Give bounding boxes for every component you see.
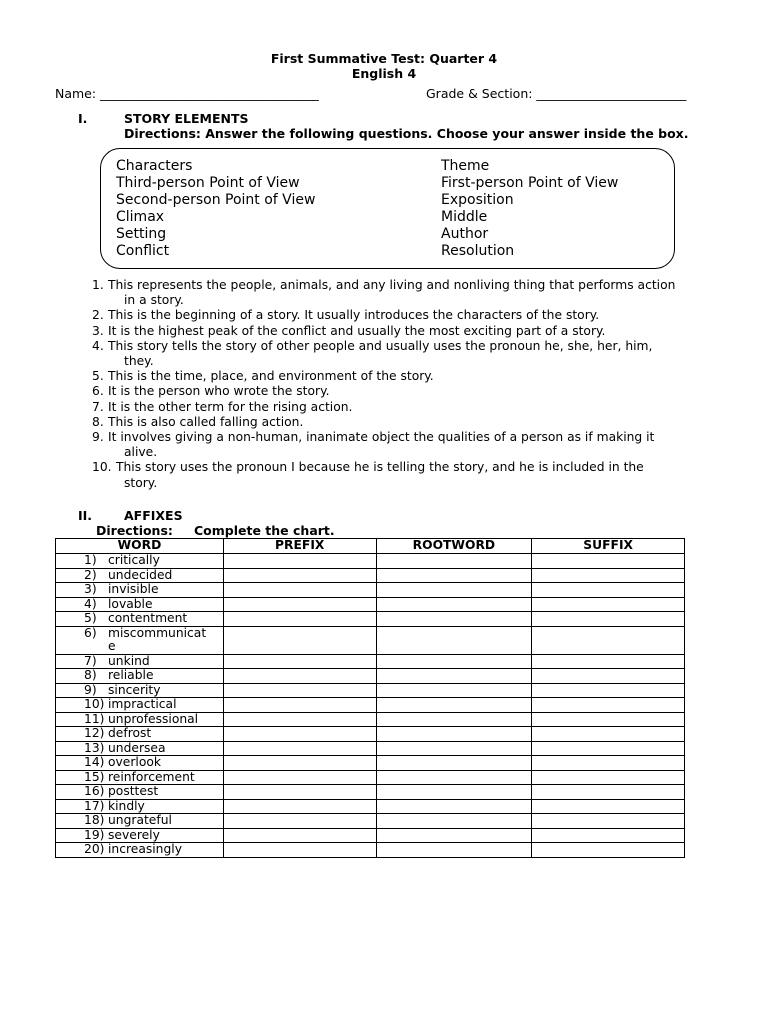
rootword-cell[interactable] <box>376 583 532 598</box>
prefix-cell[interactable] <box>223 756 376 771</box>
word-cell <box>56 828 224 843</box>
chart-header-row <box>56 539 685 554</box>
table-row <box>56 698 685 713</box>
table-row <box>56 785 685 800</box>
rootword-cell[interactable] <box>376 568 532 583</box>
suffix-cell[interactable] <box>532 626 685 654</box>
prefix-cell[interactable] <box>223 654 376 669</box>
word-cell <box>56 597 224 612</box>
prefix-cell[interactable] <box>223 712 376 727</box>
part2-directions-label: Directions: <box>96 523 173 538</box>
question-number: 1. <box>92 278 104 292</box>
affixes-chart <box>55 538 685 858</box>
row-number: 7) <box>84 653 97 668</box>
part1-heading: STORY ELEMENTS <box>124 111 249 126</box>
choice-item: Exposition <box>441 192 514 208</box>
choices-right-column <box>441 158 618 260</box>
question-text: This story tells the story of other people and usually uses the pronoun he, she, her, him, <box>108 338 653 353</box>
chart-body <box>56 554 685 858</box>
suffix-cell[interactable] <box>532 770 685 785</box>
word-text: lovable <box>108 596 153 611</box>
question-number: 4. <box>92 338 104 353</box>
suffix-cell[interactable] <box>532 828 685 843</box>
prefix-cell[interactable] <box>223 698 376 713</box>
word-text: reinforcement <box>108 769 195 784</box>
row-number: 3) <box>84 582 97 596</box>
choice-item: Author <box>441 226 489 242</box>
rootword-cell[interactable] <box>376 698 532 713</box>
row-number: 6) <box>84 625 97 640</box>
word-cell <box>56 568 224 583</box>
question-item <box>92 308 712 323</box>
row-number: 10) <box>84 697 105 711</box>
prefix-cell[interactable] <box>223 554 376 569</box>
rootword-cell[interactable] <box>376 626 532 654</box>
part2-heading: AFFIXES <box>124 508 183 523</box>
prefix-cell[interactable] <box>223 770 376 785</box>
word-text: undersea <box>108 740 166 755</box>
page-title: First Summative Test: Quarter 4 <box>270 51 498 66</box>
table-row <box>56 683 685 698</box>
suffix-cell[interactable] <box>532 727 685 742</box>
choice-item: Second-person Point of View <box>116 192 316 208</box>
word-text: overlook <box>108 755 162 769</box>
row-number: 16) <box>84 784 105 798</box>
prefix-cell[interactable] <box>223 568 376 583</box>
word-text: impractical <box>108 697 177 711</box>
word-text: kindly <box>108 798 145 813</box>
table-row <box>56 612 685 627</box>
row-number: 17) <box>84 798 105 813</box>
rootword-cell[interactable] <box>376 785 532 800</box>
question-number: 9. <box>92 430 104 445</box>
word-text: sincerity <box>108 682 161 697</box>
choice-item: Conflict <box>116 243 170 259</box>
rootword-cell[interactable] <box>376 727 532 742</box>
subject-title: English 4 <box>351 66 417 81</box>
suffix-cell[interactable] <box>532 597 685 612</box>
choice-item: Characters <box>116 158 193 174</box>
question-number: 6. <box>92 384 104 399</box>
part2-numeral: II. <box>78 508 93 523</box>
suffix-cell[interactable] <box>532 741 685 756</box>
prefix-cell[interactable] <box>223 814 376 829</box>
word-cell <box>56 626 224 654</box>
table-row <box>56 669 685 684</box>
word-text: invisible <box>108 582 159 596</box>
question-text: It involves giving a non-human, inanimate object the qualities of a person as if making it <box>108 430 655 445</box>
suffix-cell[interactable] <box>532 654 685 669</box>
column-header-suffix: SUFFIX <box>532 539 685 554</box>
suffix-cell[interactable] <box>532 712 685 727</box>
suffix-cell[interactable] <box>532 683 685 698</box>
row-number: 20) <box>84 842 105 856</box>
word-cell <box>56 727 224 742</box>
choices-left-column <box>116 158 315 260</box>
word-cell <box>56 583 224 598</box>
choice-item: Resolution <box>441 243 515 259</box>
question-text: This is the time, place, and environment of the story. <box>108 369 434 384</box>
suffix-cell[interactable] <box>532 785 685 800</box>
word-cell <box>56 843 224 858</box>
question-number: 10. <box>92 460 112 475</box>
word-cell <box>56 741 224 756</box>
word-cell <box>56 669 224 684</box>
suffix-cell[interactable] <box>532 612 685 627</box>
question-number: 7. <box>92 399 104 414</box>
row-number: 11) <box>84 711 105 726</box>
question-continuation: in a story. <box>124 293 184 308</box>
suffix-cell[interactable] <box>532 669 685 684</box>
rootword-cell[interactable] <box>376 712 532 727</box>
question-text: This story uses the pronoun I because he is telling the story, and he is included in the <box>116 460 644 475</box>
word-cell <box>56 799 224 814</box>
table-row <box>56 843 685 858</box>
rootword-cell[interactable] <box>376 843 532 858</box>
word-text: severely <box>108 827 160 842</box>
word-text: unkind <box>108 653 150 668</box>
word-text: increasingly <box>108 842 182 856</box>
table-row <box>56 727 685 742</box>
table-row <box>56 828 685 843</box>
suffix-cell[interactable] <box>532 568 685 583</box>
question-item <box>92 278 712 308</box>
word-cell <box>56 554 224 569</box>
table-row <box>56 741 685 756</box>
question-list <box>92 278 712 491</box>
question-number: 3. <box>92 323 104 338</box>
column-header-word: WORD <box>56 539 224 554</box>
question-item <box>92 384 712 399</box>
word-text: undecided <box>108 567 173 582</box>
word-text: miscommunicate <box>108 625 207 653</box>
choice-item: Third-person Point of View <box>116 175 300 191</box>
row-number: 13) <box>84 740 105 755</box>
row-number: 15) <box>84 769 105 784</box>
word-text: reliable <box>108 668 154 682</box>
suffix-cell[interactable] <box>532 698 685 713</box>
suffix-cell[interactable] <box>532 554 685 569</box>
rootword-cell[interactable] <box>376 814 532 829</box>
table-row <box>56 568 685 583</box>
prefix-cell[interactable] <box>223 626 376 654</box>
word-text: defrost <box>108 726 152 740</box>
prefix-cell[interactable] <box>223 785 376 800</box>
word-cell <box>56 785 224 800</box>
question-text: It is the other term for the rising action. <box>108 399 353 414</box>
row-number: 12) <box>84 726 105 740</box>
prefix-cell[interactable] <box>223 669 376 684</box>
rootword-cell[interactable] <box>376 669 532 684</box>
rootword-cell[interactable] <box>376 756 532 771</box>
rootword-cell[interactable] <box>376 554 532 569</box>
prefix-cell[interactable] <box>223 799 376 814</box>
question-item <box>92 400 712 415</box>
question-number: 5. <box>92 369 104 384</box>
row-number: 14) <box>84 755 105 769</box>
table-row <box>56 654 685 669</box>
suffix-cell[interactable] <box>532 843 685 858</box>
question-continuation: story. <box>124 475 158 490</box>
row-number: 1) <box>84 553 97 567</box>
question-item <box>92 430 712 460</box>
table-row <box>56 799 685 814</box>
prefix-cell[interactable] <box>223 727 376 742</box>
question-item <box>92 460 712 490</box>
row-number: 9) <box>84 682 97 697</box>
table-row <box>56 626 685 654</box>
prefix-cell[interactable] <box>223 683 376 698</box>
table-row <box>56 554 685 569</box>
question-text: This represents the people, animals, and any living and nonliving thing that performs action <box>108 278 676 292</box>
part1-directions: Directions: Answer the following questions. Choose your answer inside the box. <box>124 126 689 141</box>
rootword-cell[interactable] <box>376 828 532 843</box>
word-text: contentment <box>108 611 188 625</box>
grade-section-field[interactable]: Grade & Section: ________________________ <box>426 86 687 101</box>
rootword-cell[interactable] <box>376 612 532 627</box>
row-number: 4) <box>84 596 97 611</box>
question-continuation: alive. <box>124 445 158 460</box>
question-item <box>92 324 712 339</box>
suffix-cell[interactable] <box>532 756 685 771</box>
prefix-cell[interactable] <box>223 828 376 843</box>
word-cell <box>56 712 224 727</box>
table-row <box>56 583 685 598</box>
question-text: It is the person who wrote the story. <box>108 384 330 399</box>
question-text: This is the beginning of a story. It usually introduces the characters of the story. <box>108 308 600 323</box>
question-item <box>92 415 712 430</box>
question-item <box>92 369 712 384</box>
word-cell <box>56 698 224 713</box>
rootword-cell[interactable] <box>376 683 532 698</box>
question-text: This is also called falling action. <box>108 414 304 429</box>
column-header-prefix: PREFIX <box>223 539 376 554</box>
rootword-cell[interactable] <box>376 770 532 785</box>
question-text: It is the highest peak of the conflict and usually the most exciting part of a story. <box>108 323 606 338</box>
name-field[interactable]: Name: ___________________________________ <box>55 86 319 101</box>
word-cell <box>56 612 224 627</box>
word-text: posttest <box>108 784 159 798</box>
word-cell <box>56 770 224 785</box>
part2-directions-text: Complete the chart. <box>194 523 335 538</box>
question-item <box>92 339 712 369</box>
word-text: unprofessional <box>108 711 199 726</box>
rootword-cell[interactable] <box>376 654 532 669</box>
choice-item: First-person Point of View <box>441 175 619 191</box>
suffix-cell[interactable] <box>532 814 685 829</box>
question-number: 8. <box>92 414 104 429</box>
rootword-cell[interactable] <box>376 597 532 612</box>
table-row <box>56 770 685 785</box>
word-cell <box>56 683 224 698</box>
choice-item: Climax <box>116 209 165 225</box>
prefix-cell[interactable] <box>223 597 376 612</box>
part1-numeral: I. <box>78 111 88 126</box>
word-cell <box>56 654 224 669</box>
answer-choices-box <box>100 148 675 269</box>
row-number: 5) <box>84 611 97 625</box>
word-text: ungrateful <box>108 813 172 827</box>
word-cell <box>56 814 224 829</box>
table-row <box>56 756 685 771</box>
prefix-cell[interactable] <box>223 741 376 756</box>
row-number: 18) <box>84 813 105 827</box>
prefix-cell[interactable] <box>223 612 376 627</box>
table-row <box>56 597 685 612</box>
suffix-cell[interactable] <box>532 583 685 598</box>
table-row <box>56 712 685 727</box>
suffix-cell[interactable] <box>532 799 685 814</box>
prefix-cell[interactable] <box>223 843 376 858</box>
question-continuation: they. <box>124 354 154 369</box>
question-number: 2. <box>92 308 104 323</box>
choice-item: Middle <box>441 209 488 225</box>
choice-item: Theme <box>441 158 490 174</box>
choice-item: Setting <box>116 226 167 242</box>
rootword-cell[interactable] <box>376 799 532 814</box>
prefix-cell[interactable] <box>223 583 376 598</box>
row-number: 8) <box>84 668 97 682</box>
word-text: critically <box>108 553 160 567</box>
table-row <box>56 814 685 829</box>
rootword-cell[interactable] <box>376 741 532 756</box>
word-cell <box>56 756 224 771</box>
row-number: 19) <box>84 827 105 842</box>
row-number: 2) <box>84 567 97 582</box>
column-header-rootword: ROOTWORD <box>376 539 532 554</box>
